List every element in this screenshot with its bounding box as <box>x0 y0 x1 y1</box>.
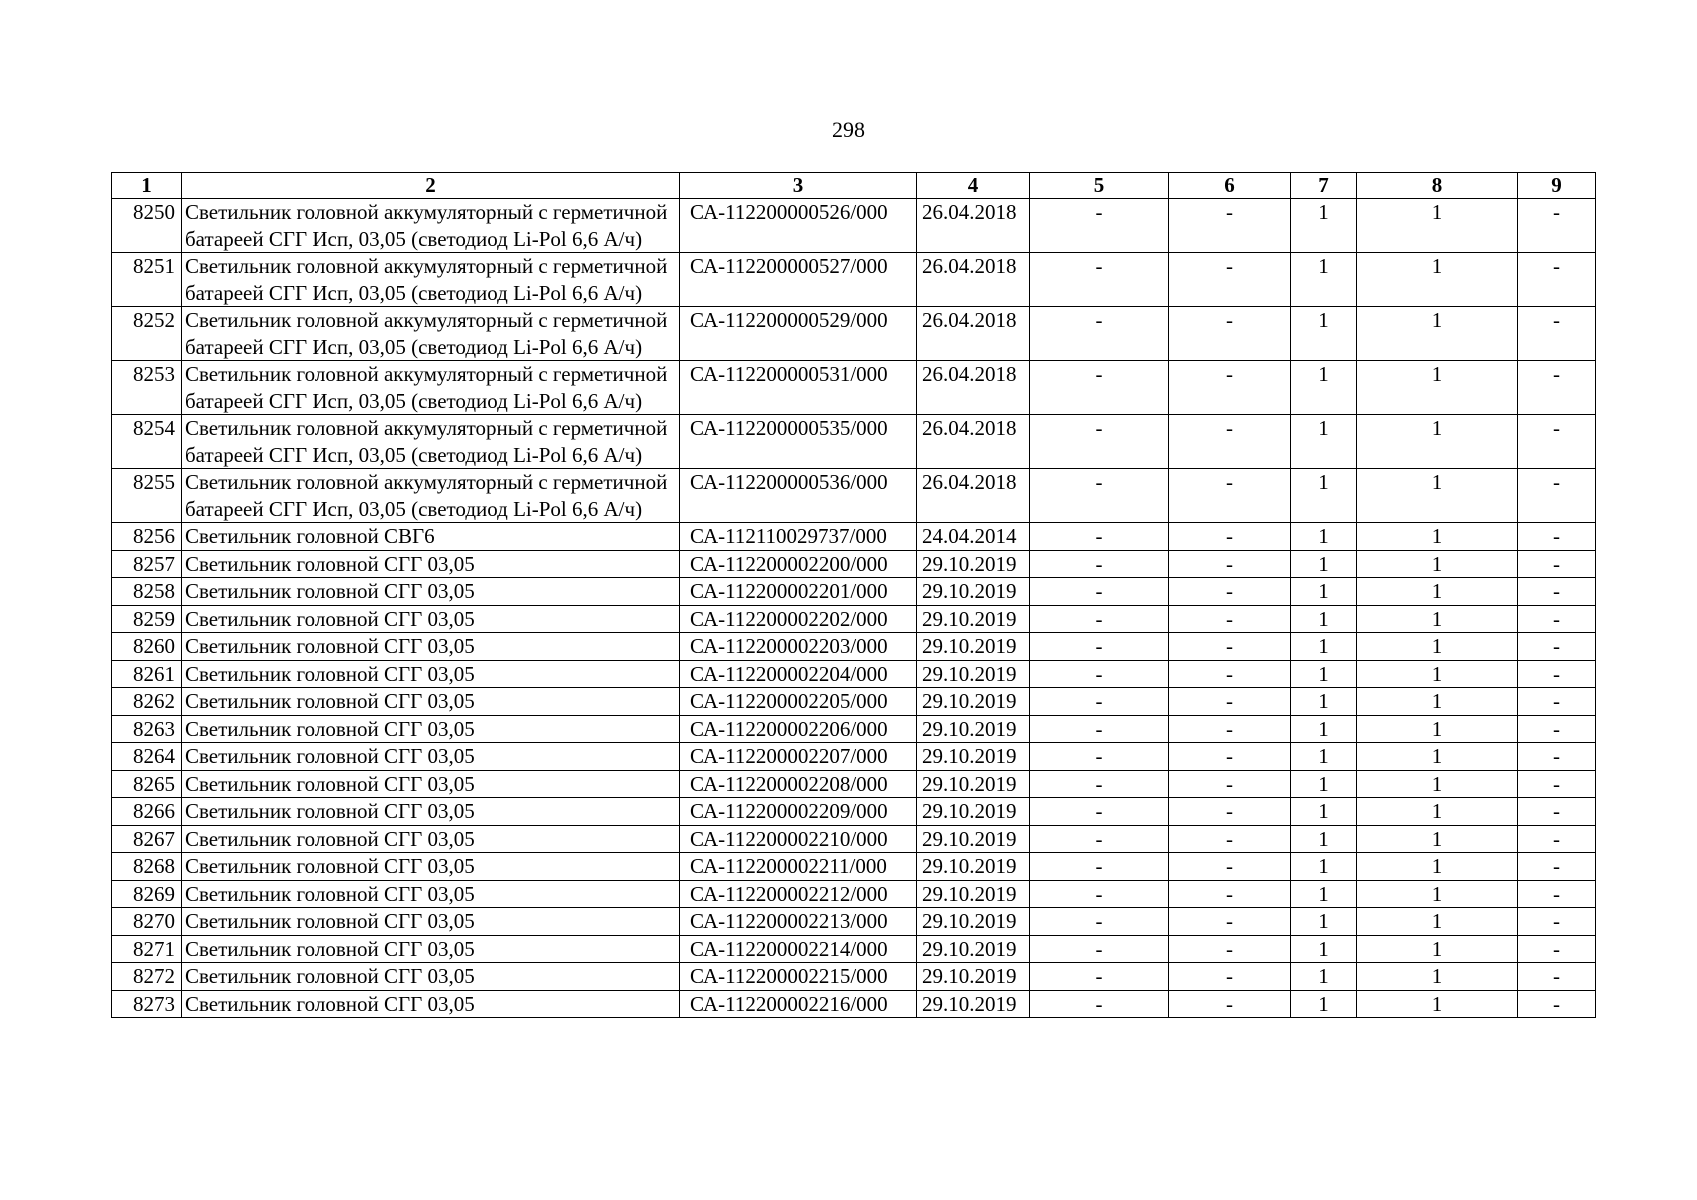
cell-col-6: - <box>1169 880 1291 908</box>
cell-item-name: Светильник головной СГГ 03,05 <box>182 908 680 936</box>
cell-inventory-code: СА-112200000529/000 <box>680 307 917 361</box>
cell-col-5: - <box>1030 361 1169 415</box>
cell-date: 29.10.2019 <box>917 660 1030 688</box>
cell-col-6: - <box>1169 908 1291 936</box>
cell-col-6: - <box>1169 743 1291 771</box>
cell-date: 29.10.2019 <box>917 743 1030 771</box>
cell-inventory-code: СА-112200002215/000 <box>680 963 917 991</box>
cell-col-7: 1 <box>1291 307 1357 361</box>
cell-item-name: Светильник головной СГГ 03,05 <box>182 853 680 881</box>
table-row <box>112 307 1596 361</box>
cell-col-6: - <box>1169 935 1291 963</box>
cell-col-9: - <box>1518 770 1596 798</box>
cell-date: 29.10.2019 <box>917 935 1030 963</box>
cell-col-8: 1 <box>1357 415 1518 469</box>
table-row <box>112 361 1596 415</box>
cell-col-9: - <box>1518 908 1596 936</box>
cell-inventory-code: СА-112200000526/000 <box>680 199 917 253</box>
column-header: 7 <box>1291 173 1357 199</box>
table-row <box>112 660 1596 688</box>
cell-col-8: 1 <box>1357 660 1518 688</box>
column-header: 5 <box>1030 173 1169 199</box>
cell-col-7: 1 <box>1291 908 1357 936</box>
cell-col-5: - <box>1030 825 1169 853</box>
cell-col-8: 1 <box>1357 578 1518 606</box>
cell-inventory-code: СА-112200002210/000 <box>680 825 917 853</box>
cell-col-6: - <box>1169 415 1291 469</box>
cell-col-7: 1 <box>1291 523 1357 551</box>
cell-row-number: 8272 <box>112 963 182 991</box>
table-row <box>112 935 1596 963</box>
cell-col-7: 1 <box>1291 605 1357 633</box>
cell-inventory-code: СА-112200002204/000 <box>680 660 917 688</box>
cell-row-number: 8260 <box>112 633 182 661</box>
column-header: 8 <box>1357 173 1518 199</box>
cell-row-number: 8271 <box>112 935 182 963</box>
cell-row-number: 8264 <box>112 743 182 771</box>
cell-col-6: - <box>1169 550 1291 578</box>
cell-item-name: Светильник головной СГГ 03,05 <box>182 578 680 606</box>
table-row <box>112 825 1596 853</box>
cell-col-8: 1 <box>1357 990 1518 1018</box>
cell-item-name: Светильник головной СГГ 03,05 <box>182 963 680 991</box>
cell-col-9: - <box>1518 990 1596 1018</box>
cell-col-5: - <box>1030 963 1169 991</box>
cell-col-7: 1 <box>1291 688 1357 716</box>
table-header-row <box>112 173 1596 199</box>
cell-col-6: - <box>1169 361 1291 415</box>
cell-col-7: 1 <box>1291 415 1357 469</box>
cell-row-number: 8250 <box>112 199 182 253</box>
cell-col-5: - <box>1030 307 1169 361</box>
cell-col-5: - <box>1030 770 1169 798</box>
cell-date: 29.10.2019 <box>917 550 1030 578</box>
cell-col-9: - <box>1518 605 1596 633</box>
cell-col-7: 1 <box>1291 798 1357 826</box>
cell-inventory-code: СА-112200000531/000 <box>680 361 917 415</box>
cell-col-7: 1 <box>1291 578 1357 606</box>
cell-col-5: - <box>1030 550 1169 578</box>
cell-date: 26.04.2018 <box>917 415 1030 469</box>
cell-item-name: Светильник головной СГГ 03,05 <box>182 825 680 853</box>
cell-col-9: - <box>1518 963 1596 991</box>
table-row <box>112 908 1596 936</box>
cell-row-number: 8261 <box>112 660 182 688</box>
cell-inventory-code: СА-112110029737/000 <box>680 523 917 551</box>
cell-row-number: 8262 <box>112 688 182 716</box>
cell-col-7: 1 <box>1291 550 1357 578</box>
cell-item-name: Светильник головной СГГ 03,05 <box>182 660 680 688</box>
cell-col-6: - <box>1169 798 1291 826</box>
cell-col-6: - <box>1169 307 1291 361</box>
cell-inventory-code: СА-112200002211/000 <box>680 853 917 881</box>
cell-row-number: 8259 <box>112 605 182 633</box>
cell-date: 29.10.2019 <box>917 798 1030 826</box>
cell-col-5: - <box>1030 660 1169 688</box>
cell-col-9: - <box>1518 550 1596 578</box>
cell-col-7: 1 <box>1291 715 1357 743</box>
cell-inventory-code: СА-112200002216/000 <box>680 990 917 1018</box>
cell-date: 29.10.2019 <box>917 770 1030 798</box>
table-row <box>112 990 1596 1018</box>
cell-col-8: 1 <box>1357 633 1518 661</box>
cell-col-7: 1 <box>1291 963 1357 991</box>
cell-inventory-code: СА-112200002203/000 <box>680 633 917 661</box>
cell-col-7: 1 <box>1291 199 1357 253</box>
cell-date: 29.10.2019 <box>917 853 1030 881</box>
cell-item-name: Светильник головной СГГ 03,05 <box>182 990 680 1018</box>
cell-col-9: - <box>1518 578 1596 606</box>
cell-col-5: - <box>1030 743 1169 771</box>
cell-col-7: 1 <box>1291 770 1357 798</box>
cell-col-5: - <box>1030 523 1169 551</box>
cell-col-8: 1 <box>1357 743 1518 771</box>
cell-inventory-code: СА-112200002214/000 <box>680 935 917 963</box>
cell-col-9: - <box>1518 361 1596 415</box>
cell-col-5: - <box>1030 633 1169 661</box>
table-row <box>112 605 1596 633</box>
cell-col-9: - <box>1518 307 1596 361</box>
cell-col-8: 1 <box>1357 253 1518 307</box>
table-row <box>112 469 1596 523</box>
cell-col-5: - <box>1030 880 1169 908</box>
cell-row-number: 8254 <box>112 415 182 469</box>
cell-col-5: - <box>1030 415 1169 469</box>
cell-col-5: - <box>1030 199 1169 253</box>
cell-item-name: Светильник головной СГГ 03,05 <box>182 715 680 743</box>
cell-item-name: Светильник головной СГГ 03,05 <box>182 605 680 633</box>
table-row <box>112 963 1596 991</box>
cell-col-8: 1 <box>1357 908 1518 936</box>
cell-item-name: Светильник головной СГГ 03,05 <box>182 770 680 798</box>
cell-inventory-code: СА-112200002202/000 <box>680 605 917 633</box>
cell-col-8: 1 <box>1357 798 1518 826</box>
cell-date: 26.04.2018 <box>917 253 1030 307</box>
table-row <box>112 688 1596 716</box>
cell-date: 29.10.2019 <box>917 605 1030 633</box>
cell-date: 29.10.2019 <box>917 880 1030 908</box>
cell-col-8: 1 <box>1357 715 1518 743</box>
cell-item-name: Светильник головной аккумуляторный с герметичной батареей СГГ Исп, 03,05 (светодиод Li-Pol 6,6 А/ч) <box>182 415 680 469</box>
cell-col-8: 1 <box>1357 770 1518 798</box>
cell-col-8: 1 <box>1357 199 1518 253</box>
cell-col-5: - <box>1030 798 1169 826</box>
cell-item-name: Светильник головной СГГ 03,05 <box>182 935 680 963</box>
cell-col-6: - <box>1169 523 1291 551</box>
cell-col-8: 1 <box>1357 963 1518 991</box>
cell-row-number: 8258 <box>112 578 182 606</box>
cell-row-number: 8268 <box>112 853 182 881</box>
cell-inventory-code: СА-112200002207/000 <box>680 743 917 771</box>
cell-col-7: 1 <box>1291 880 1357 908</box>
table-row <box>112 523 1596 551</box>
table-row <box>112 253 1596 307</box>
cell-col-8: 1 <box>1357 605 1518 633</box>
cell-col-8: 1 <box>1357 550 1518 578</box>
cell-inventory-code: СА-112200000535/000 <box>680 415 917 469</box>
column-header: 1 <box>112 173 182 199</box>
cell-col-6: - <box>1169 633 1291 661</box>
cell-col-9: - <box>1518 633 1596 661</box>
cell-date: 29.10.2019 <box>917 990 1030 1018</box>
cell-col-7: 1 <box>1291 935 1357 963</box>
cell-col-6: - <box>1169 578 1291 606</box>
cell-col-5: - <box>1030 853 1169 881</box>
cell-col-8: 1 <box>1357 523 1518 551</box>
column-header: 3 <box>680 173 917 199</box>
cell-item-name: Светильник головной СВГ6 <box>182 523 680 551</box>
cell-date: 26.04.2018 <box>917 199 1030 253</box>
cell-item-name: Светильник головной СГГ 03,05 <box>182 688 680 716</box>
cell-inventory-code: СА-112200002200/000 <box>680 550 917 578</box>
cell-col-7: 1 <box>1291 253 1357 307</box>
cell-col-8: 1 <box>1357 688 1518 716</box>
cell-col-9: - <box>1518 715 1596 743</box>
cell-col-7: 1 <box>1291 361 1357 415</box>
cell-inventory-code: СА-112200002206/000 <box>680 715 917 743</box>
cell-inventory-code: СА-112200000527/000 <box>680 253 917 307</box>
cell-col-8: 1 <box>1357 307 1518 361</box>
cell-date: 26.04.2018 <box>917 361 1030 415</box>
cell-item-name: Светильник головной СГГ 03,05 <box>182 633 680 661</box>
cell-inventory-code: СА-112200002212/000 <box>680 880 917 908</box>
cell-col-9: - <box>1518 253 1596 307</box>
cell-col-6: - <box>1169 770 1291 798</box>
cell-col-7: 1 <box>1291 853 1357 881</box>
cell-date: 29.10.2019 <box>917 963 1030 991</box>
cell-col-8: 1 <box>1357 825 1518 853</box>
cell-col-5: - <box>1030 578 1169 606</box>
cell-col-7: 1 <box>1291 743 1357 771</box>
cell-col-6: - <box>1169 253 1291 307</box>
cell-col-9: - <box>1518 523 1596 551</box>
cell-col-9: - <box>1518 825 1596 853</box>
cell-col-5: - <box>1030 253 1169 307</box>
cell-col-7: 1 <box>1291 990 1357 1018</box>
cell-col-7: 1 <box>1291 469 1357 523</box>
cell-col-6: - <box>1169 963 1291 991</box>
cell-col-8: 1 <box>1357 361 1518 415</box>
cell-row-number: 8265 <box>112 770 182 798</box>
cell-item-name: Светильник головной СГГ 03,05 <box>182 743 680 771</box>
cell-inventory-code: СА-112200002205/000 <box>680 688 917 716</box>
cell-col-9: - <box>1518 743 1596 771</box>
cell-item-name: Светильник головной СГГ 03,05 <box>182 798 680 826</box>
cell-col-6: - <box>1169 660 1291 688</box>
cell-row-number: 8267 <box>112 825 182 853</box>
table-row <box>112 415 1596 469</box>
cell-date: 29.10.2019 <box>917 715 1030 743</box>
column-header: 6 <box>1169 173 1291 199</box>
table-row <box>112 199 1596 253</box>
cell-item-name: Светильник головной аккумуляторный с герметичной батареей СГГ Исп, 03,05 (светодиод Li-Pol 6,6 А/ч) <box>182 199 680 253</box>
cell-col-8: 1 <box>1357 853 1518 881</box>
cell-row-number: 8273 <box>112 990 182 1018</box>
cell-col-6: - <box>1169 990 1291 1018</box>
cell-col-6: - <box>1169 199 1291 253</box>
cell-col-5: - <box>1030 908 1169 936</box>
cell-col-6: - <box>1169 688 1291 716</box>
table-row <box>112 550 1596 578</box>
cell-col-9: - <box>1518 660 1596 688</box>
cell-row-number: 8255 <box>112 469 182 523</box>
cell-col-9: - <box>1518 688 1596 716</box>
cell-date: 29.10.2019 <box>917 578 1030 606</box>
cell-col-8: 1 <box>1357 880 1518 908</box>
cell-item-name: Светильник головной аккумуляторный с герметичной батареей СГГ Исп, 03,05 (светодиод Li-Pol 6,6 А/ч) <box>182 307 680 361</box>
column-header: 9 <box>1518 173 1596 199</box>
cell-item-name: Светильник головной аккумуляторный с герметичной батареей СГГ Исп, 03,05 (светодиод Li-Pol 6,6 А/ч) <box>182 361 680 415</box>
cell-col-9: - <box>1518 415 1596 469</box>
cell-col-6: - <box>1169 715 1291 743</box>
cell-col-6: - <box>1169 605 1291 633</box>
cell-col-6: - <box>1169 853 1291 881</box>
cell-col-5: - <box>1030 688 1169 716</box>
page-number: 298 <box>832 117 865 142</box>
cell-inventory-code: СА-112200000536/000 <box>680 469 917 523</box>
cell-date: 26.04.2018 <box>917 307 1030 361</box>
table-row <box>112 743 1596 771</box>
cell-date: 29.10.2019 <box>917 633 1030 661</box>
cell-item-name: Светильник головной СГГ 03,05 <box>182 880 680 908</box>
column-header: 4 <box>917 173 1030 199</box>
cell-item-name: Светильник головной аккумуляторный с герметичной батареей СГГ Исп, 03,05 (светодиод Li-Pol 6,6 А/ч) <box>182 469 680 523</box>
cell-date: 24.04.2014 <box>917 523 1030 551</box>
cell-date: 26.04.2018 <box>917 469 1030 523</box>
cell-item-name: Светильник головной аккумуляторный с герметичной батареей СГГ Исп, 03,05 (светодиод Li-Pol 6,6 А/ч) <box>182 253 680 307</box>
cell-col-8: 1 <box>1357 469 1518 523</box>
table-row <box>112 880 1596 908</box>
table-row <box>112 715 1596 743</box>
cell-col-9: - <box>1518 469 1596 523</box>
cell-col-6: - <box>1169 469 1291 523</box>
cell-col-5: - <box>1030 935 1169 963</box>
cell-row-number: 8269 <box>112 880 182 908</box>
cell-col-9: - <box>1518 935 1596 963</box>
cell-row-number: 8270 <box>112 908 182 936</box>
cell-row-number: 8251 <box>112 253 182 307</box>
cell-col-9: - <box>1518 798 1596 826</box>
cell-col-5: - <box>1030 605 1169 633</box>
cell-inventory-code: СА-112200002209/000 <box>680 798 917 826</box>
table-row <box>112 578 1596 606</box>
cell-inventory-code: СА-112200002213/000 <box>680 908 917 936</box>
cell-col-9: - <box>1518 880 1596 908</box>
cell-row-number: 8253 <box>112 361 182 415</box>
cell-row-number: 8256 <box>112 523 182 551</box>
cell-row-number: 8252 <box>112 307 182 361</box>
cell-row-number: 8266 <box>112 798 182 826</box>
table-body <box>112 199 1596 1018</box>
cell-col-5: - <box>1030 469 1169 523</box>
cell-date: 29.10.2019 <box>917 825 1030 853</box>
cell-col-9: - <box>1518 853 1596 881</box>
cell-row-number: 8257 <box>112 550 182 578</box>
cell-col-5: - <box>1030 715 1169 743</box>
cell-item-name: Светильник головной СГГ 03,05 <box>182 550 680 578</box>
column-header: 2 <box>182 173 680 199</box>
cell-col-7: 1 <box>1291 633 1357 661</box>
table-row <box>112 798 1596 826</box>
cell-date: 29.10.2019 <box>917 908 1030 936</box>
table-row <box>112 770 1596 798</box>
cell-col-8: 1 <box>1357 935 1518 963</box>
cell-inventory-code: СА-112200002201/000 <box>680 578 917 606</box>
cell-inventory-code: СА-112200002208/000 <box>680 770 917 798</box>
cell-col-7: 1 <box>1291 660 1357 688</box>
cell-col-6: - <box>1169 825 1291 853</box>
inventory-table <box>111 172 1596 1018</box>
table-row <box>112 853 1596 881</box>
cell-row-number: 8263 <box>112 715 182 743</box>
cell-col-5: - <box>1030 990 1169 1018</box>
table-row <box>112 633 1596 661</box>
cell-date: 29.10.2019 <box>917 688 1030 716</box>
cell-col-7: 1 <box>1291 825 1357 853</box>
cell-col-9: - <box>1518 199 1596 253</box>
